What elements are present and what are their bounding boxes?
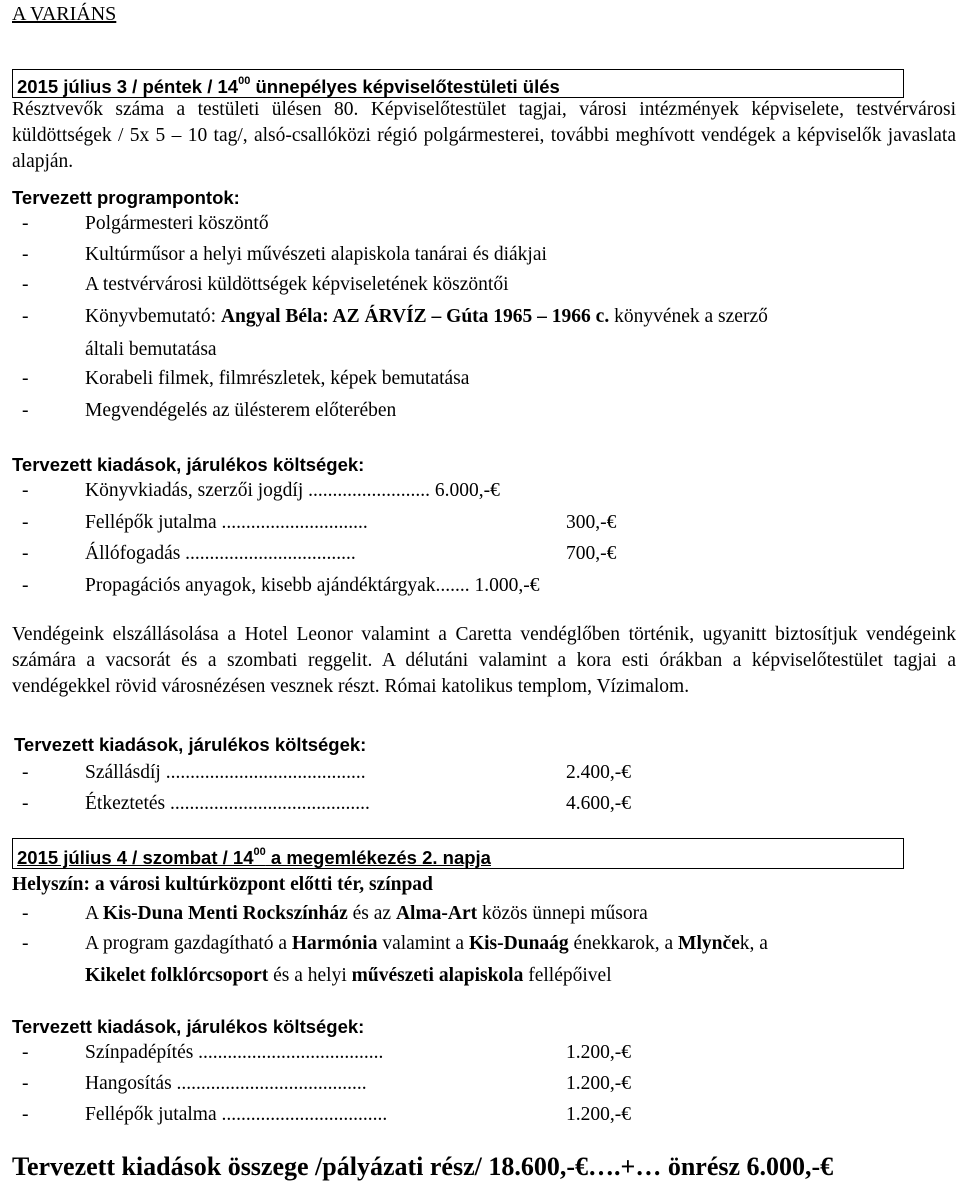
program-item: - Megvendégelés az ülésterem előterében — [22, 400, 397, 421]
costs-heading: Tervezett kiadások, járulékos költségek: — [12, 1016, 365, 1037]
day2-item: - A Kis-Duna Menti Rockszínház és az Alma-Art közös ünnepi műsora — [22, 903, 648, 924]
day1-header-sup: 00 — [238, 75, 251, 87]
participants-text: Résztvevők száma a testületi ülésen 80. Képviselőtestület tagjai, városi intézmények képviselete, testvérvárosi küldöttségek / 5x 5 – 10 tag/, alsó-csallóközi régió polgármesterei, további meghívott vendégek a képviselők javaslata alapján. — [12, 99, 956, 172]
page-title: A VARIÁNS — [12, 3, 117, 25]
day2-header-text: 2015 július 4 / szombat / $14^{00}$ a megemlékezés 2. napja — [17, 846, 491, 869]
total-costs: Tervezett kiadások összege /pályázati rész/ 18.600,-€….+… önrész 6.000,-€ — [12, 1152, 834, 1181]
program-item-continuation: általi bemutatása — [85, 339, 217, 360]
program-item: - Kultúrműsor a helyi művészeti alapiskola tanárai és diákjai — [22, 244, 547, 265]
program-item: - Korabeli filmek, filmrészletek, képek bemutatása — [22, 368, 470, 389]
day2-item-continuation: Kikelet folklórcsoport és a helyi művészeti alapiskola fellépőivel — [85, 965, 612, 986]
costs-heading: Tervezett kiadások, járulékos költségek: — [14, 734, 367, 755]
program-item: - Könyvbemutató: Angyal Béla: AZ ÁRVÍZ – Gúta 1965 – 1966 c. könyvének a szerző — [22, 306, 768, 327]
hotel-text: Vendégeink elszállásolása a Hotel Leonor valamint a Caretta vendéglőben történik, ugyanitt biztosítjuk vendégeink számára a vacsorát és a szombati reggelit. A délutáni valamint a kora esti órákban a képviselőtestület tagjai a vendégekkel rövid városnézésen vesznek részt. Római katolikus templom, Vízimalom. — [12, 624, 956, 697]
day1-header — [12, 69, 904, 98]
day2-item: - A program gazdagítható a Harmónia valamint a Kis-Dunaág énekkarok, a Mlynček, a — [22, 933, 768, 954]
venue: Helyszín: a városi kultúrközpont előtti tér, színpad — [12, 874, 433, 895]
program-heading: Tervezett programpontok: — [12, 187, 240, 208]
day1-header-title: ünnepélyes képviselőtestületi ülés — [250, 76, 560, 98]
costs-heading: Tervezett kiadások, járulékos költségek: — [12, 454, 365, 475]
day2-header — [12, 838, 904, 869]
day1-header-date: 2015 július 3 / péntek / 14 — [17, 76, 239, 98]
program-item: - A testvérvárosi küldöttségek képviseletének köszöntői — [22, 274, 509, 295]
program-item: - Polgármesteri köszöntő — [22, 213, 269, 234]
